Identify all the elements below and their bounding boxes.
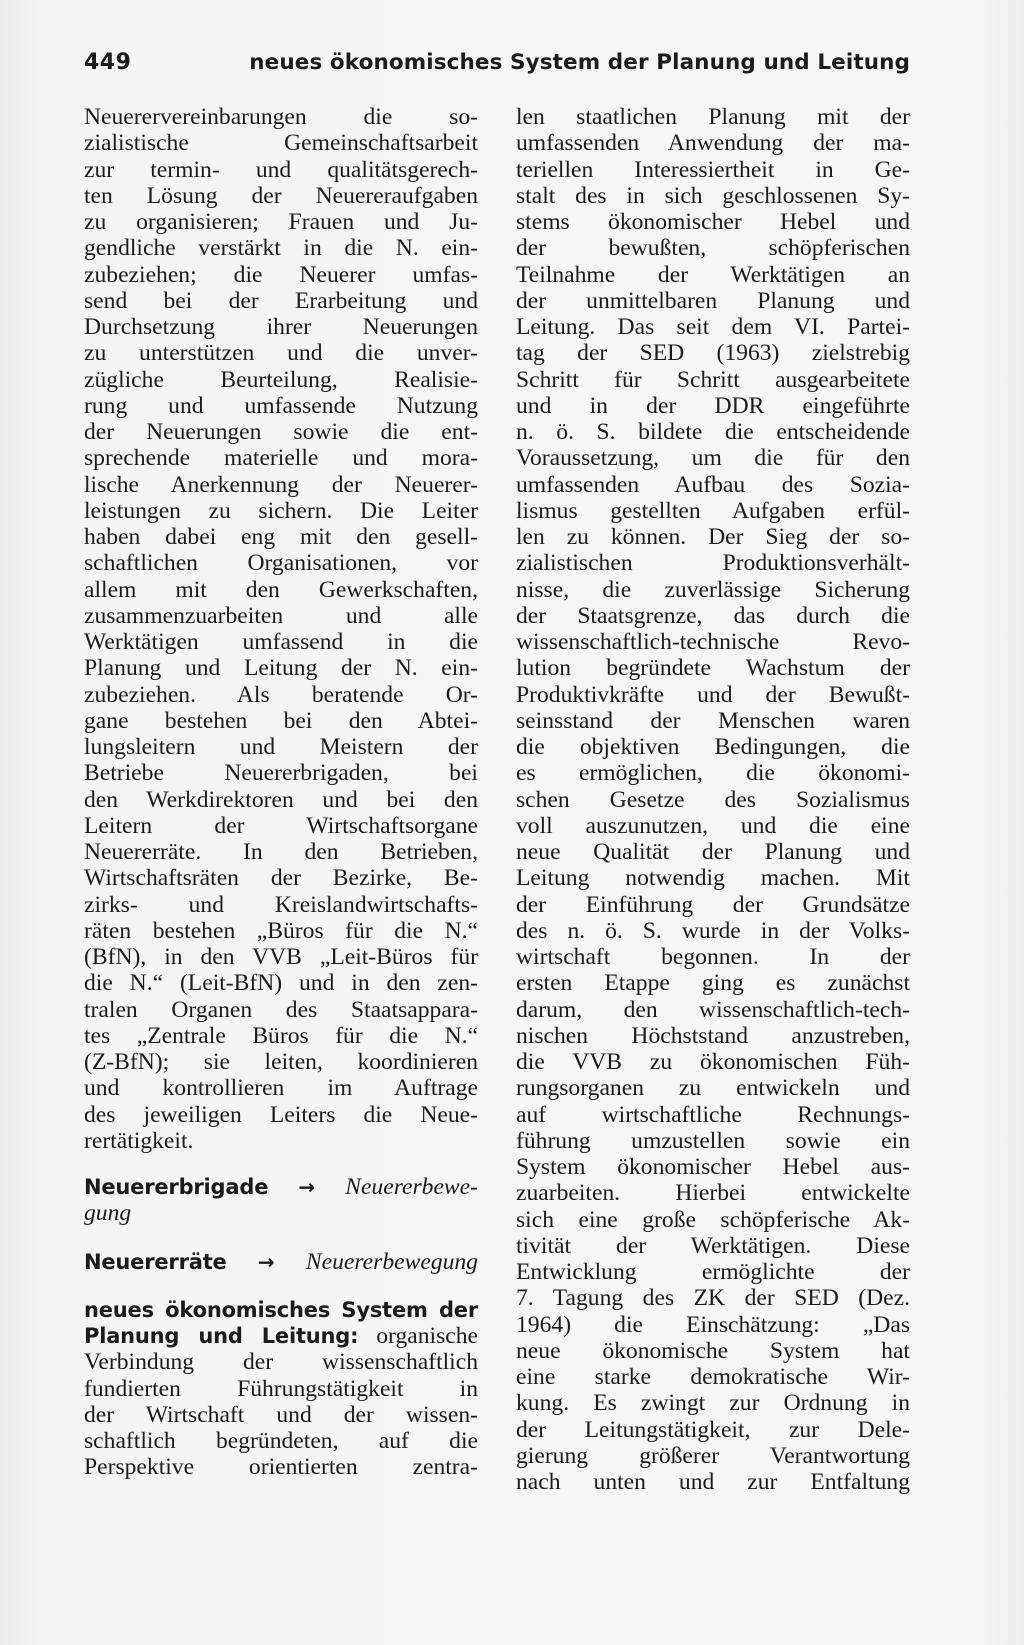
text-line: sich eine große schöpferische Ak- xyxy=(516,1206,910,1233)
text-line: System ökonomischer Hebel aus- xyxy=(516,1154,910,1180)
text-line: Neuerervereinbarungen die so- xyxy=(84,104,478,130)
definition-start: organische xyxy=(376,1323,478,1349)
text-line: Produktivkräfte und der Bewußt- xyxy=(516,681,910,708)
text-line: und kontrollieren im Auftrage xyxy=(84,1075,478,1102)
text-line: Perspektive orientierten zentra- xyxy=(84,1454,478,1481)
text-line: stalt des in sich geschlossenen Sy- xyxy=(516,182,910,209)
text-line: eine starke demokratische Wir- xyxy=(516,1364,910,1390)
text-line: len zu können. Der Sieg der so- xyxy=(516,524,910,550)
text-line: lismus gestellten Aufgaben erfül- xyxy=(516,497,910,524)
text-line: tivität der Werktätigen. Diese xyxy=(516,1232,910,1259)
text-line: auf wirtschaftliche Rechnungs- xyxy=(516,1101,910,1128)
text-line: der Neuerungen sowie die ent- xyxy=(84,419,478,445)
text-line: voll auszunutzen, und die eine xyxy=(516,812,910,839)
text-line: neue Qualität der Planung und xyxy=(516,839,910,865)
text-line: der bewußten, schöpferischen xyxy=(516,235,910,262)
text-line: neue ökonomische System hat xyxy=(516,1337,910,1364)
text-line: rertätigkeit. xyxy=(84,1127,194,1154)
paragraph-neuerer-continuation xyxy=(84,104,478,1154)
text-line: Leitung notwendig machen. Mit xyxy=(516,865,910,892)
entry-neuererraete xyxy=(84,1249,478,1275)
text-line: Schritt für Schritt ausgearbeitete xyxy=(516,366,910,393)
text-line: tes „Zentrale Büros für die N.“ xyxy=(84,1022,478,1049)
left-column xyxy=(84,104,478,1481)
text-line: gierung größerer Verantwortung xyxy=(516,1442,910,1469)
text-line: umfassenden Aufbau des Sozia- xyxy=(516,471,910,498)
text-line: der Staatsgrenze, das durch die xyxy=(516,602,910,629)
text-line: der Wirtschaft und der wissen- xyxy=(84,1401,478,1428)
headword-line-1: neues ökonomisches System der xyxy=(84,1297,478,1322)
text-line: Wirtschaftsräten der Bezirke, Be- xyxy=(84,865,478,892)
text-line: nischen Höchststand anzustreben, xyxy=(516,1022,910,1049)
headword-neuererbrigade: Neuererbrigade xyxy=(84,1175,269,1199)
text-line: zu organisieren; Frauen und Ju- xyxy=(84,209,478,235)
text-line: darum, den wissenschaftlich-tech- xyxy=(516,996,910,1023)
text-line: es ermöglichen, die ökonomi- xyxy=(516,760,910,787)
text-line: Entwicklung ermöglichte der xyxy=(516,1259,910,1285)
text-line: Leitung. Das seit dem VI. Partei- xyxy=(516,314,910,340)
text-line: Planung und Leitung der N. ein- xyxy=(84,655,478,682)
text-line: zur termin- und qualitätsgerech- xyxy=(84,156,478,183)
definition-text xyxy=(84,1349,478,1480)
text-line: zubeziehen; die Neuerer umfas- xyxy=(84,261,478,288)
text-line: (Z-BfN); sie leiten, koordinieren xyxy=(84,1049,478,1075)
headword-line-2: Planung und Leitung: xyxy=(84,1324,359,1348)
entry-neues-oekonomisches-system xyxy=(84,1297,478,1481)
text-line: Neuererräte. In den Betrieben, xyxy=(84,839,478,865)
text-line: zialistische Gemeinschaftsarbeit xyxy=(84,130,478,157)
right-column xyxy=(516,104,910,1495)
text-line: der Einführung der Grundsätze xyxy=(516,891,910,918)
headword-neuererraete: Neuererräte xyxy=(84,1249,227,1274)
text-line: stems ökonomischer Hebel und xyxy=(516,209,910,235)
text-line: des jeweiligen Leiters die Neue- xyxy=(84,1101,478,1128)
text-line: lungsleitern und Meistern der xyxy=(84,734,478,760)
text-line: lution begründete Wachstum der xyxy=(516,655,910,682)
entry-neuererbrigade xyxy=(84,1174,478,1227)
cross-reference-arrow-icon: → xyxy=(298,1175,316,1199)
text-line: wirtschaft begonnen. In der xyxy=(516,944,910,970)
page-header xyxy=(84,50,910,84)
text-line: teriellen Interessiertheit in Ge- xyxy=(516,156,910,183)
text-line: gendliche verstärkt in die N. ein- xyxy=(84,235,478,262)
text-line: der unmittelbaren Planung und xyxy=(516,287,910,314)
text-line: nisse, die zuverlässige Sicherung xyxy=(516,576,910,603)
text-line: n. ö. S. bildete die entscheidende xyxy=(516,419,910,445)
text-line: zusammenzuarbeiten und alle xyxy=(84,602,478,629)
text-line: Teilnahme der Werktätigen an xyxy=(516,261,910,288)
text-line: zuarbeiten. Hierbei entwickelte xyxy=(516,1180,910,1207)
text-line: 1964) die Einschätzung: „Das xyxy=(516,1311,910,1338)
text-line: Werktätigen umfassend in die xyxy=(84,629,478,655)
text-line: nach unten und zur Entfaltung xyxy=(516,1469,910,1495)
text-line: schaftlich begründeten, auf die xyxy=(84,1428,478,1454)
text-line: den Werkdirektoren und bei den xyxy=(84,786,478,813)
text-line: zialistischen Produktionsverhält- xyxy=(516,550,910,577)
page-number: 449 xyxy=(84,50,132,75)
cross-reference-arrow-icon: → xyxy=(257,1249,275,1274)
text-line: zügliche Beurteilung, Realisie- xyxy=(84,366,478,393)
text-line: des n. ö. S. wurde in der Volks- xyxy=(516,917,910,944)
cross-reference-continuation: gung xyxy=(84,1200,132,1227)
text-line: rungsorganen zu entwickeln und xyxy=(516,1075,910,1102)
text-line: räten bestehen „Büros für die N.“ xyxy=(84,917,478,944)
text-line: und in der DDR eingeführte xyxy=(516,392,910,419)
text-line: len staatlichen Planung mit der xyxy=(516,104,910,130)
text-line: (BfN), in den VVB „Leit-Büros für xyxy=(84,944,478,970)
text-line: gane bestehen bei den Abtei- xyxy=(84,707,478,734)
text-line: Betriebe Neuererbrigaden, bei xyxy=(84,760,478,787)
text-line: haben dabei eng mit den gesell- xyxy=(84,524,478,550)
text-line: wissenschaftlich-technische Revo- xyxy=(516,629,910,655)
text-line: die VVB zu ökonomischen Füh- xyxy=(516,1049,910,1075)
text-line: send bei der Erarbeitung und xyxy=(84,287,478,314)
text-line: zirks- und Kreislandwirtschafts- xyxy=(84,891,478,918)
text-line: die N.“ (Leit-BfN) und in den zen- xyxy=(84,970,478,997)
running-title: neues ökonomisches System der Planung und Leitung xyxy=(249,50,910,75)
text-line: schaftlichen Organisationen, vor xyxy=(84,550,478,577)
text-line: rung und umfassende Nutzung xyxy=(84,392,478,419)
text-line: allem mit den Gewerkschaften, xyxy=(84,576,478,603)
text-line: Leitern der Wirtschaftsorgane xyxy=(84,812,478,839)
text-line: sprechende materielle und mora- xyxy=(84,445,478,472)
cross-reference: Neuererbewe- xyxy=(345,1174,478,1200)
text-line: führung umzustellen sowie ein xyxy=(516,1127,910,1154)
text-line: tralen Organen des Staatsappara- xyxy=(84,996,478,1023)
text-line: die objektiven Bedingungen, die xyxy=(516,734,910,760)
text-line: leistungen zu sichern. Die Leiter xyxy=(84,497,478,524)
text-line: umfassenden Anwendung der ma- xyxy=(516,130,910,157)
text-line: fundierten Führungstätigkeit in xyxy=(84,1375,478,1402)
text-line: ersten Etappe ging es zunächst xyxy=(516,970,910,997)
text-line: lische Anerkennung der Neuerer- xyxy=(84,471,478,498)
text-line: tag der SED (1963) zielstrebig xyxy=(516,340,910,367)
definition-continuation xyxy=(516,104,910,1495)
text-line: Verbindung der wissenschaftlich xyxy=(84,1349,478,1376)
text-line: 7. Tagung des ZK der SED (Dez. xyxy=(516,1285,910,1312)
cross-reference: Neuererbewegung xyxy=(305,1248,478,1275)
text-line: schen Gesetze des Sozialismus xyxy=(516,786,910,813)
text-line: ten Lösung der Neuereraufgaben xyxy=(84,182,478,209)
text-line: der Leitungstätigkeit, zur Dele- xyxy=(516,1416,910,1443)
text-line: seinsstand der Menschen waren xyxy=(516,707,910,734)
text-line: zubeziehen. Als beratende Or- xyxy=(84,681,478,708)
text-line: kung. Es zwingt zur Ordnung in xyxy=(516,1390,910,1417)
text-line: zu unterstützen und die unver- xyxy=(84,340,478,367)
text-line: Durchsetzung ihrer Neuerungen xyxy=(84,314,478,340)
text-line: Voraussetzung, um die für den xyxy=(516,445,910,472)
